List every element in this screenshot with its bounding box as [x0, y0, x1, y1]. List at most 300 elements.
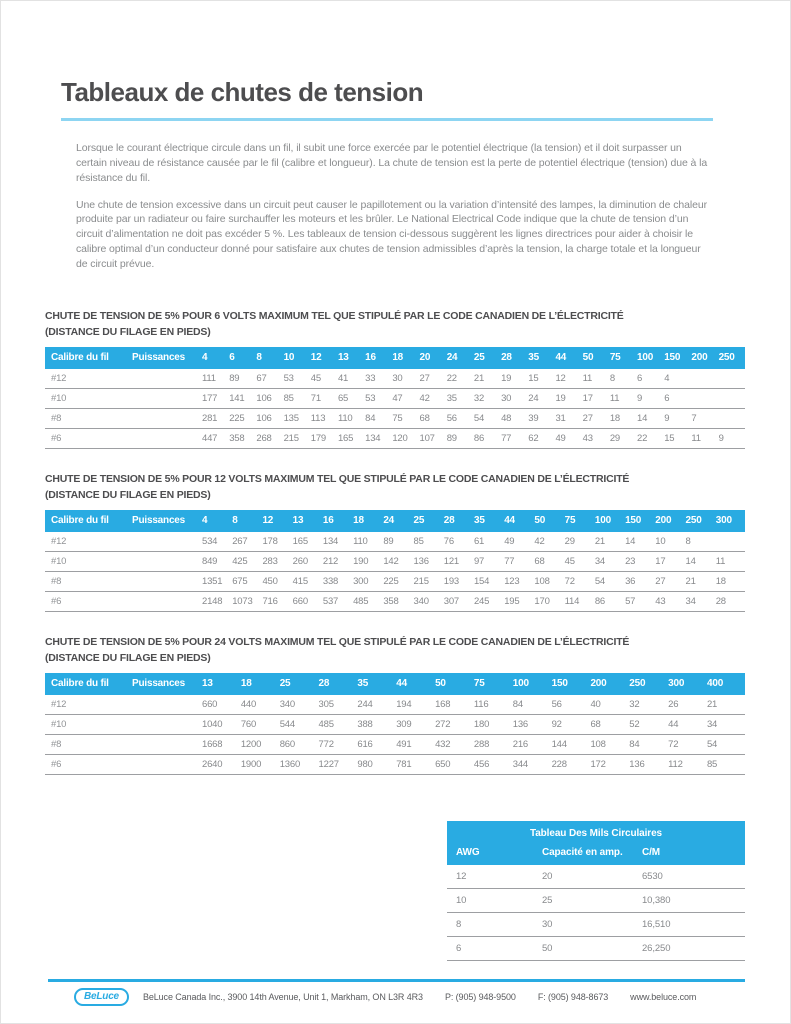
- value-cell: 75: [391, 408, 418, 428]
- value-cell: 8: [685, 532, 715, 552]
- value-cell: 190: [352, 551, 382, 571]
- value-cell: 1900: [240, 754, 279, 774]
- value-cell: 1073: [231, 591, 261, 611]
- section-6v: [45, 308, 745, 449]
- value-cell: 144: [551, 734, 590, 754]
- value-cell: 537: [322, 591, 352, 611]
- value-cell: 344: [512, 754, 551, 774]
- value-cell: 272: [434, 714, 473, 734]
- header-row: [45, 673, 745, 695]
- value-cell: 111: [201, 369, 228, 389]
- value-cell: 11: [715, 551, 745, 571]
- row-puissance-cell: [131, 734, 201, 754]
- row-puissance-cell: [131, 408, 201, 428]
- value-cell: 56: [446, 408, 473, 428]
- row-puissance-cell: [131, 571, 201, 591]
- heading-line-2: (DISTANCE DU FILAGE EN PIEDS): [45, 489, 211, 502]
- col-header-distance: 6: [228, 347, 255, 369]
- col-header-distance: 18: [352, 510, 382, 532]
- value-cell: 10: [654, 532, 684, 552]
- value-cell: 772: [318, 734, 357, 754]
- value-cell: 268: [255, 428, 282, 448]
- value-cell: 215: [413, 571, 443, 591]
- mils-value-cell: 30: [542, 912, 642, 936]
- mils-col-header: AWG: [447, 841, 542, 865]
- value-cell: 29: [609, 428, 636, 448]
- heading-line-2: (DISTANCE DU FILAGE EN PIEDS): [45, 326, 211, 339]
- value-cell: 89: [228, 369, 255, 389]
- value-cell: 30: [391, 369, 418, 389]
- value-cell: 307: [443, 591, 473, 611]
- circular-mils-table: [447, 821, 745, 961]
- value-cell: 141: [228, 388, 255, 408]
- value-cell: 1040: [201, 714, 240, 734]
- row-puissance-cell: [131, 388, 201, 408]
- col-header-distance: 400: [706, 673, 745, 695]
- value-cell: [690, 369, 717, 389]
- value-cell: 260: [292, 551, 322, 571]
- value-cell: 89: [382, 532, 412, 552]
- value-cell: 45: [310, 369, 337, 389]
- value-cell: 2640: [201, 754, 240, 774]
- value-cell: 288: [473, 734, 512, 754]
- value-cell: 106: [255, 388, 282, 408]
- value-cell: 134: [364, 428, 391, 448]
- mils-cols-row: [447, 841, 745, 865]
- value-cell: 54: [594, 571, 624, 591]
- table-row: [45, 591, 745, 611]
- value-cell: 172: [589, 754, 628, 774]
- value-cell: 123: [503, 571, 533, 591]
- value-cell: 216: [512, 734, 551, 754]
- value-cell: 170: [533, 591, 563, 611]
- intro-paragraph-2: Une chute de tension excessive dans un circuit peut causer le papillotement ou la variation d’intensité des lampes, la diminution de chaleur produite par un radiateur ou faire surchauffer les moteurs et les brûler. Le National Electrical Code indique que la chute de tension d’un circuit d’alimentation ne doit pas excéder 5 %. Les tableaux de tension ci-dessous suggèrent les lignes directrices pour aider à choisir le calibre optimal d’un conducteur donné pour satisfaire aux chutes de tension admissibles d’après la tension, la charge totale et la longueur de circuit prévue.: [76, 198, 707, 270]
- mils-value-cell: 16,510: [642, 912, 745, 936]
- col-header-distance: 50: [434, 673, 473, 695]
- value-cell: 21: [594, 532, 624, 552]
- value-cell: 65: [337, 388, 364, 408]
- value-cell: 447: [201, 428, 228, 448]
- col-header-distance: 200: [690, 347, 717, 369]
- value-cell: 32: [628, 695, 667, 715]
- value-cell: 19: [500, 369, 527, 389]
- value-cell: 1227: [318, 754, 357, 774]
- col-header-distance: 50: [533, 510, 563, 532]
- col-header-distance: 16: [322, 510, 352, 532]
- value-cell: 9: [718, 428, 745, 448]
- value-cell: 54: [473, 408, 500, 428]
- heading-line-1: CHUTE DE TENSION DE 5% POUR 6 VOLTS MAXIMUM TEL QUE STIPULÉ PAR LE CODE CANADIEN DE L’ÉLECTRICITÉ: [45, 309, 624, 322]
- value-cell: 110: [352, 532, 382, 552]
- value-cell: 15: [663, 428, 690, 448]
- section-heading-24v: [45, 634, 745, 667]
- row-puissance-cell: [131, 754, 201, 774]
- value-cell: 43: [582, 428, 609, 448]
- col-header-distance: 250: [718, 347, 745, 369]
- footer-phone: P: (905) 948-9500: [444, 992, 516, 1002]
- value-cell: 485: [352, 591, 382, 611]
- value-cell: 68: [419, 408, 446, 428]
- mils-table-row: [447, 936, 745, 960]
- value-cell: 34: [685, 591, 715, 611]
- value-cell: 68: [589, 714, 628, 734]
- col-header-distance: 250: [628, 673, 667, 695]
- col-header-puissances: Puissances: [131, 673, 201, 695]
- value-cell: 283: [261, 551, 291, 571]
- col-header-distance: 25: [413, 510, 443, 532]
- value-cell: 114: [564, 591, 594, 611]
- col-header-distance: 13: [292, 510, 322, 532]
- value-cell: 45: [564, 551, 594, 571]
- value-cell: 14: [624, 532, 654, 552]
- value-cell: 47: [391, 388, 418, 408]
- value-cell: 860: [279, 734, 318, 754]
- value-cell: 97: [473, 551, 503, 571]
- col-header-distance: 150: [663, 347, 690, 369]
- col-header-distance: 200: [654, 510, 684, 532]
- col-header-distance: 8: [231, 510, 261, 532]
- value-cell: 17: [582, 388, 609, 408]
- value-cell: 31: [554, 408, 581, 428]
- value-cell: 180: [473, 714, 512, 734]
- mils-value-cell: 12: [447, 865, 542, 889]
- value-cell: 15: [527, 369, 554, 389]
- row-label-wire-gauge: #6: [45, 591, 131, 611]
- col-header-distance: 100: [636, 347, 663, 369]
- col-header-calibre: Calibre du fil: [45, 347, 131, 369]
- value-cell: 107: [419, 428, 446, 448]
- value-cell: 106: [255, 408, 282, 428]
- col-header-distance: 24: [446, 347, 473, 369]
- mils-value-cell: 6530: [642, 865, 745, 889]
- col-header-distance: 300: [667, 673, 706, 695]
- value-cell: [718, 408, 745, 428]
- value-cell: 57: [624, 591, 654, 611]
- col-header-calibre: Calibre du fil: [45, 510, 131, 532]
- value-cell: 485: [318, 714, 357, 734]
- value-cell: 120: [391, 428, 418, 448]
- value-cell: 29: [564, 532, 594, 552]
- col-header-calibre: Calibre du fil: [45, 673, 131, 695]
- value-cell: 168: [434, 695, 473, 715]
- value-cell: 71: [310, 388, 337, 408]
- value-cell: 21: [473, 369, 500, 389]
- mils-table-row: [447, 912, 745, 936]
- mils-value-cell: 8: [447, 912, 542, 936]
- value-cell: 72: [564, 571, 594, 591]
- value-cell: 32: [473, 388, 500, 408]
- row-label-wire-gauge: #8: [45, 571, 131, 591]
- value-cell: 67: [255, 369, 282, 389]
- value-cell: 675: [231, 571, 261, 591]
- col-header-distance: 50: [582, 347, 609, 369]
- col-header-distance: 12: [261, 510, 291, 532]
- heading-line-1: CHUTE DE TENSION DE 5% POUR 12 VOLTS MAXIMUM TEL QUE STIPULÉ PAR LE CODE CANADIEN DE L’ÉLECTRICITÉ: [45, 472, 630, 485]
- col-header-distance: 150: [624, 510, 654, 532]
- value-cell: [715, 532, 745, 552]
- row-label-wire-gauge: #12: [45, 369, 131, 389]
- mils-value-cell: 50: [542, 936, 642, 960]
- table-row: [45, 754, 745, 774]
- col-header-distance: 24: [382, 510, 412, 532]
- value-cell: 86: [473, 428, 500, 448]
- value-cell: 1360: [279, 754, 318, 774]
- value-cell: 68: [533, 551, 563, 571]
- value-cell: 358: [382, 591, 412, 611]
- value-cell: 177: [201, 388, 228, 408]
- value-cell: 9: [663, 408, 690, 428]
- value-cell: 108: [589, 734, 628, 754]
- table-row: [45, 369, 745, 389]
- col-header-distance: 25: [473, 347, 500, 369]
- col-header-distance: 100: [512, 673, 551, 695]
- value-cell: 1200: [240, 734, 279, 754]
- value-cell: 456: [473, 754, 512, 774]
- value-cell: 650: [434, 754, 473, 774]
- value-cell: 22: [636, 428, 663, 448]
- col-header-puissances: Puissances: [131, 510, 201, 532]
- col-header-distance: 75: [609, 347, 636, 369]
- circular-mils-section: [45, 821, 745, 961]
- value-cell: 18: [609, 408, 636, 428]
- col-header-distance: 44: [554, 347, 581, 369]
- col-header-distance: 4: [201, 347, 228, 369]
- value-cell: 14: [685, 551, 715, 571]
- col-header-distance: 75: [473, 673, 512, 695]
- header-row: [45, 510, 745, 532]
- row-puissance-cell: [131, 532, 201, 552]
- value-cell: 28: [715, 591, 745, 611]
- value-cell: 440: [240, 695, 279, 715]
- col-header-distance: 28: [500, 347, 527, 369]
- value-cell: 7: [690, 408, 717, 428]
- value-cell: 39: [527, 408, 554, 428]
- value-cell: 36: [624, 571, 654, 591]
- value-cell: 42: [419, 388, 446, 408]
- row-puissance-cell: [131, 551, 201, 571]
- section-heading-12v: [45, 471, 745, 504]
- col-header-distance: 25: [279, 673, 318, 695]
- value-cell: 41: [337, 369, 364, 389]
- row-puissance-cell: [131, 428, 201, 448]
- row-puissance-cell: [131, 714, 201, 734]
- mils-value-cell: 10: [447, 888, 542, 912]
- value-cell: 6: [636, 369, 663, 389]
- value-cell: 193: [443, 571, 473, 591]
- value-cell: 11: [609, 388, 636, 408]
- value-cell: 660: [292, 591, 322, 611]
- value-cell: 134: [322, 532, 352, 552]
- value-cell: 491: [395, 734, 434, 754]
- footer-website-link[interactable]: www.beluce.com: [630, 992, 697, 1002]
- mils-value-cell: 10,380: [642, 888, 745, 912]
- col-header-distance: 44: [503, 510, 533, 532]
- value-cell: 300: [352, 571, 382, 591]
- value-cell: 53: [283, 369, 310, 389]
- mils-value-cell: 6: [447, 936, 542, 960]
- value-cell: 43: [654, 591, 684, 611]
- value-cell: 85: [706, 754, 745, 774]
- value-cell: 195: [503, 591, 533, 611]
- voltage-table-2: [45, 510, 745, 612]
- col-header-distance: 44: [395, 673, 434, 695]
- value-cell: 212: [322, 551, 352, 571]
- value-cell: 121: [443, 551, 473, 571]
- value-cell: 432: [434, 734, 473, 754]
- value-cell: 2148: [201, 591, 231, 611]
- row-label-wire-gauge: #8: [45, 408, 131, 428]
- value-cell: 108: [533, 571, 563, 591]
- value-cell: 11: [690, 428, 717, 448]
- value-cell: 281: [201, 408, 228, 428]
- value-cell: 42: [533, 532, 563, 552]
- mils-table-title: Tableau Des Mils Circulaires: [447, 821, 745, 841]
- mils-value-cell: 20: [542, 865, 642, 889]
- value-cell: 110: [337, 408, 364, 428]
- col-header-distance: 35: [356, 673, 395, 695]
- value-cell: 425: [231, 551, 261, 571]
- value-cell: 660: [201, 695, 240, 715]
- value-cell: 225: [228, 408, 255, 428]
- value-cell: 194: [395, 695, 434, 715]
- value-cell: 19: [554, 388, 581, 408]
- row-label-wire-gauge: #12: [45, 532, 131, 552]
- value-cell: 358: [228, 428, 255, 448]
- row-puissance-cell: [131, 695, 201, 715]
- value-cell: 544: [279, 714, 318, 734]
- value-cell: 142: [382, 551, 412, 571]
- mils-table-row: [447, 865, 745, 889]
- value-cell: 1351: [201, 571, 231, 591]
- header-row: [45, 347, 745, 369]
- value-cell: 450: [261, 571, 291, 591]
- value-cell: 62: [527, 428, 554, 448]
- value-cell: 113: [310, 408, 337, 428]
- col-header-distance: 150: [551, 673, 590, 695]
- value-cell: 340: [279, 695, 318, 715]
- value-cell: 34: [706, 714, 745, 734]
- row-label-wire-gauge: #10: [45, 388, 131, 408]
- value-cell: 849: [201, 551, 231, 571]
- table-row: [45, 388, 745, 408]
- value-cell: 179: [310, 428, 337, 448]
- col-header-distance: 18: [391, 347, 418, 369]
- page-footer: [48, 979, 745, 1006]
- value-cell: 21: [685, 571, 715, 591]
- value-cell: 85: [283, 388, 310, 408]
- col-header-distance: 13: [337, 347, 364, 369]
- value-cell: 1668: [201, 734, 240, 754]
- value-cell: 228: [551, 754, 590, 774]
- value-cell: 165: [337, 428, 364, 448]
- value-cell: 760: [240, 714, 279, 734]
- mils-value-cell: 25: [542, 888, 642, 912]
- value-cell: 165: [292, 532, 322, 552]
- row-label-wire-gauge: #10: [45, 714, 131, 734]
- value-cell: 11: [582, 369, 609, 389]
- value-cell: 26: [667, 695, 706, 715]
- value-cell: 86: [594, 591, 624, 611]
- value-cell: 305: [318, 695, 357, 715]
- value-cell: 40: [589, 695, 628, 715]
- mils-table-row: [447, 888, 745, 912]
- col-header-distance: 10: [283, 347, 310, 369]
- intro-paragraph-1: Lorsque le courant électrique circule dans un fil, il subit une force exercée par le potentiel électrique (la tension) et il doit surpasser un certain niveau de résistance causée par le fil (calibre et longueur). La chute de tension est la perte de potentiel électrique (tension) due à la résistance du fil.: [76, 142, 708, 184]
- value-cell: 52: [628, 714, 667, 734]
- row-puissance-cell: [131, 369, 201, 389]
- section-12v: [45, 471, 745, 612]
- mils-title-row: [447, 821, 745, 841]
- value-cell: 34: [594, 551, 624, 571]
- row-label-wire-gauge: #12: [45, 695, 131, 715]
- value-cell: 49: [503, 532, 533, 552]
- value-cell: 178: [261, 532, 291, 552]
- mils-col-header: C/M: [642, 841, 745, 865]
- value-cell: 9: [636, 388, 663, 408]
- section-24v: [45, 634, 745, 775]
- col-header-distance: 250: [685, 510, 715, 532]
- value-cell: 23: [624, 551, 654, 571]
- col-header-puissances: Puissances: [131, 347, 201, 369]
- value-cell: 21: [706, 695, 745, 715]
- section-heading-6v: [45, 308, 745, 341]
- table-row: [45, 551, 745, 571]
- beluce-logo: BeLuce: [74, 988, 129, 1006]
- value-cell: 415: [292, 571, 322, 591]
- col-header-distance: 100: [594, 510, 624, 532]
- row-label-wire-gauge: #6: [45, 754, 131, 774]
- value-cell: 44: [667, 714, 706, 734]
- value-cell: 14: [636, 408, 663, 428]
- footer-fax: F: (905) 948-8673: [537, 992, 609, 1002]
- value-cell: 49: [554, 428, 581, 448]
- value-cell: 4: [663, 369, 690, 389]
- value-cell: 89: [446, 428, 473, 448]
- col-header-distance: 18: [240, 673, 279, 695]
- col-header-distance: 35: [473, 510, 503, 532]
- value-cell: 534: [201, 532, 231, 552]
- value-cell: 225: [382, 571, 412, 591]
- value-cell: 18: [715, 571, 745, 591]
- value-cell: 84: [364, 408, 391, 428]
- value-cell: 48: [500, 408, 527, 428]
- col-header-distance: 12: [310, 347, 337, 369]
- value-cell: 27: [582, 408, 609, 428]
- value-cell: 61: [473, 532, 503, 552]
- value-cell: 77: [500, 428, 527, 448]
- table-row: [45, 714, 745, 734]
- value-cell: 12: [554, 369, 581, 389]
- col-header-distance: 200: [589, 673, 628, 695]
- value-cell: 53: [364, 388, 391, 408]
- value-cell: 85: [413, 532, 443, 552]
- value-cell: 24: [527, 388, 554, 408]
- value-cell: 84: [512, 695, 551, 715]
- value-cell: 616: [356, 734, 395, 754]
- heading-line-1: CHUTE DE TENSION DE 5% POUR 24 VOLTS MAXIMUM TEL QUE STIPULÉ PAR LE CODE CANADIEN DE L’ÉLECTRICITÉ: [45, 635, 630, 648]
- value-cell: 136: [413, 551, 443, 571]
- value-cell: 27: [419, 369, 446, 389]
- value-cell: 215: [283, 428, 310, 448]
- col-header-distance: 16: [364, 347, 391, 369]
- voltage-table-1: [45, 347, 745, 449]
- table-row: [45, 695, 745, 715]
- value-cell: [718, 388, 745, 408]
- row-label-wire-gauge: #6: [45, 428, 131, 448]
- value-cell: 92: [551, 714, 590, 734]
- mils-value-cell: 26,250: [642, 936, 745, 960]
- value-cell: 388: [356, 714, 395, 734]
